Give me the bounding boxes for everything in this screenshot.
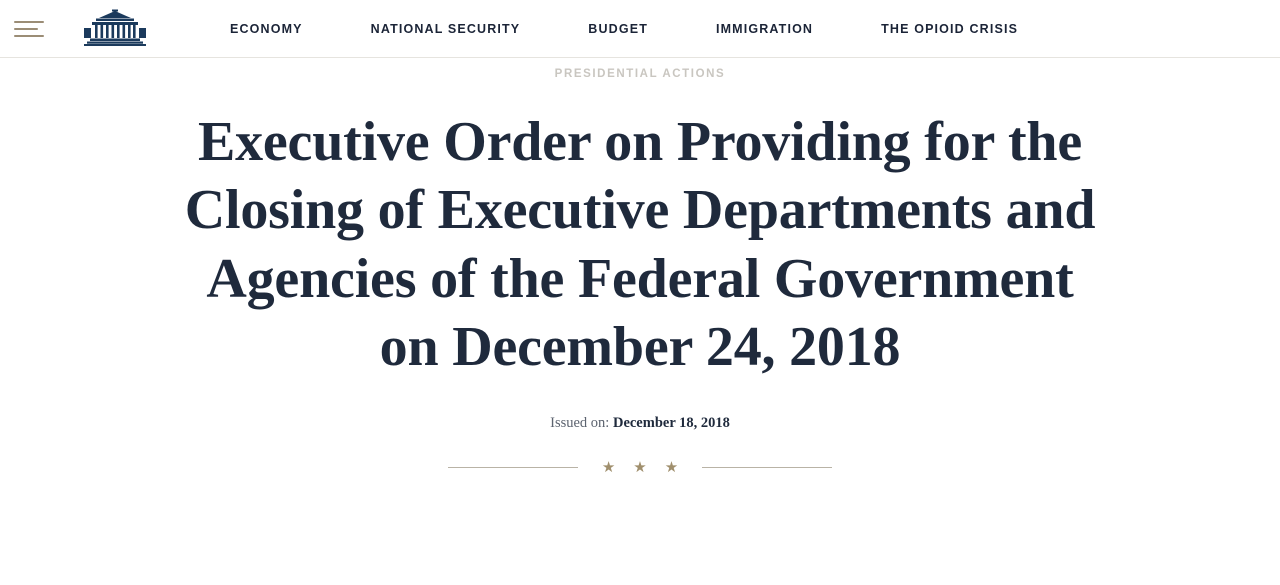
page-title: Executive Order on Providing for the Closing of Executive Departments and Agencies of the Federal Government on December 24, 2018 (184, 111, 1096, 378)
nav-item-national-security[interactable]: NATIONAL SECURITY (370, 21, 521, 36)
article-category-eyebrow: PRESIDENTIAL ACTIONS (554, 68, 726, 80)
star-icon-2: ★ (633, 459, 647, 477)
hamburger-menu-icon[interactable] (12, 12, 46, 46)
issued-date-line (0, 415, 1280, 432)
star-divider (0, 460, 1280, 475)
hamburger-bar-3 (14, 35, 44, 37)
nav-item-budget[interactable]: BUDGET (588, 21, 648, 36)
hamburger-bar-1 (14, 21, 44, 23)
white-house-seal-icon[interactable] (72, 9, 158, 49)
divider-stars (578, 460, 702, 475)
issued-date: December 18, 2018 (612, 415, 730, 432)
article-header-section (0, 58, 1280, 475)
divider-rule-left (448, 467, 578, 468)
issued-label: Issued on: (550, 415, 610, 432)
primary-navigation[interactable] (196, 14, 1052, 44)
hamburger-bar-2 (14, 28, 38, 30)
nav-item-economy[interactable]: ECONOMY (230, 21, 303, 36)
site-header (0, 0, 1280, 58)
star-icon-3: ★ (664, 459, 679, 477)
star-icon-1: ★ (601, 459, 616, 477)
white-house-seal-svg (72, 9, 158, 49)
divider-rule-right (702, 467, 832, 468)
nav-item-the-opioid-crisis[interactable]: THE OPIOID CRISIS (881, 21, 1019, 36)
nav-item-immigration[interactable]: IMMIGRATION (715, 21, 814, 36)
